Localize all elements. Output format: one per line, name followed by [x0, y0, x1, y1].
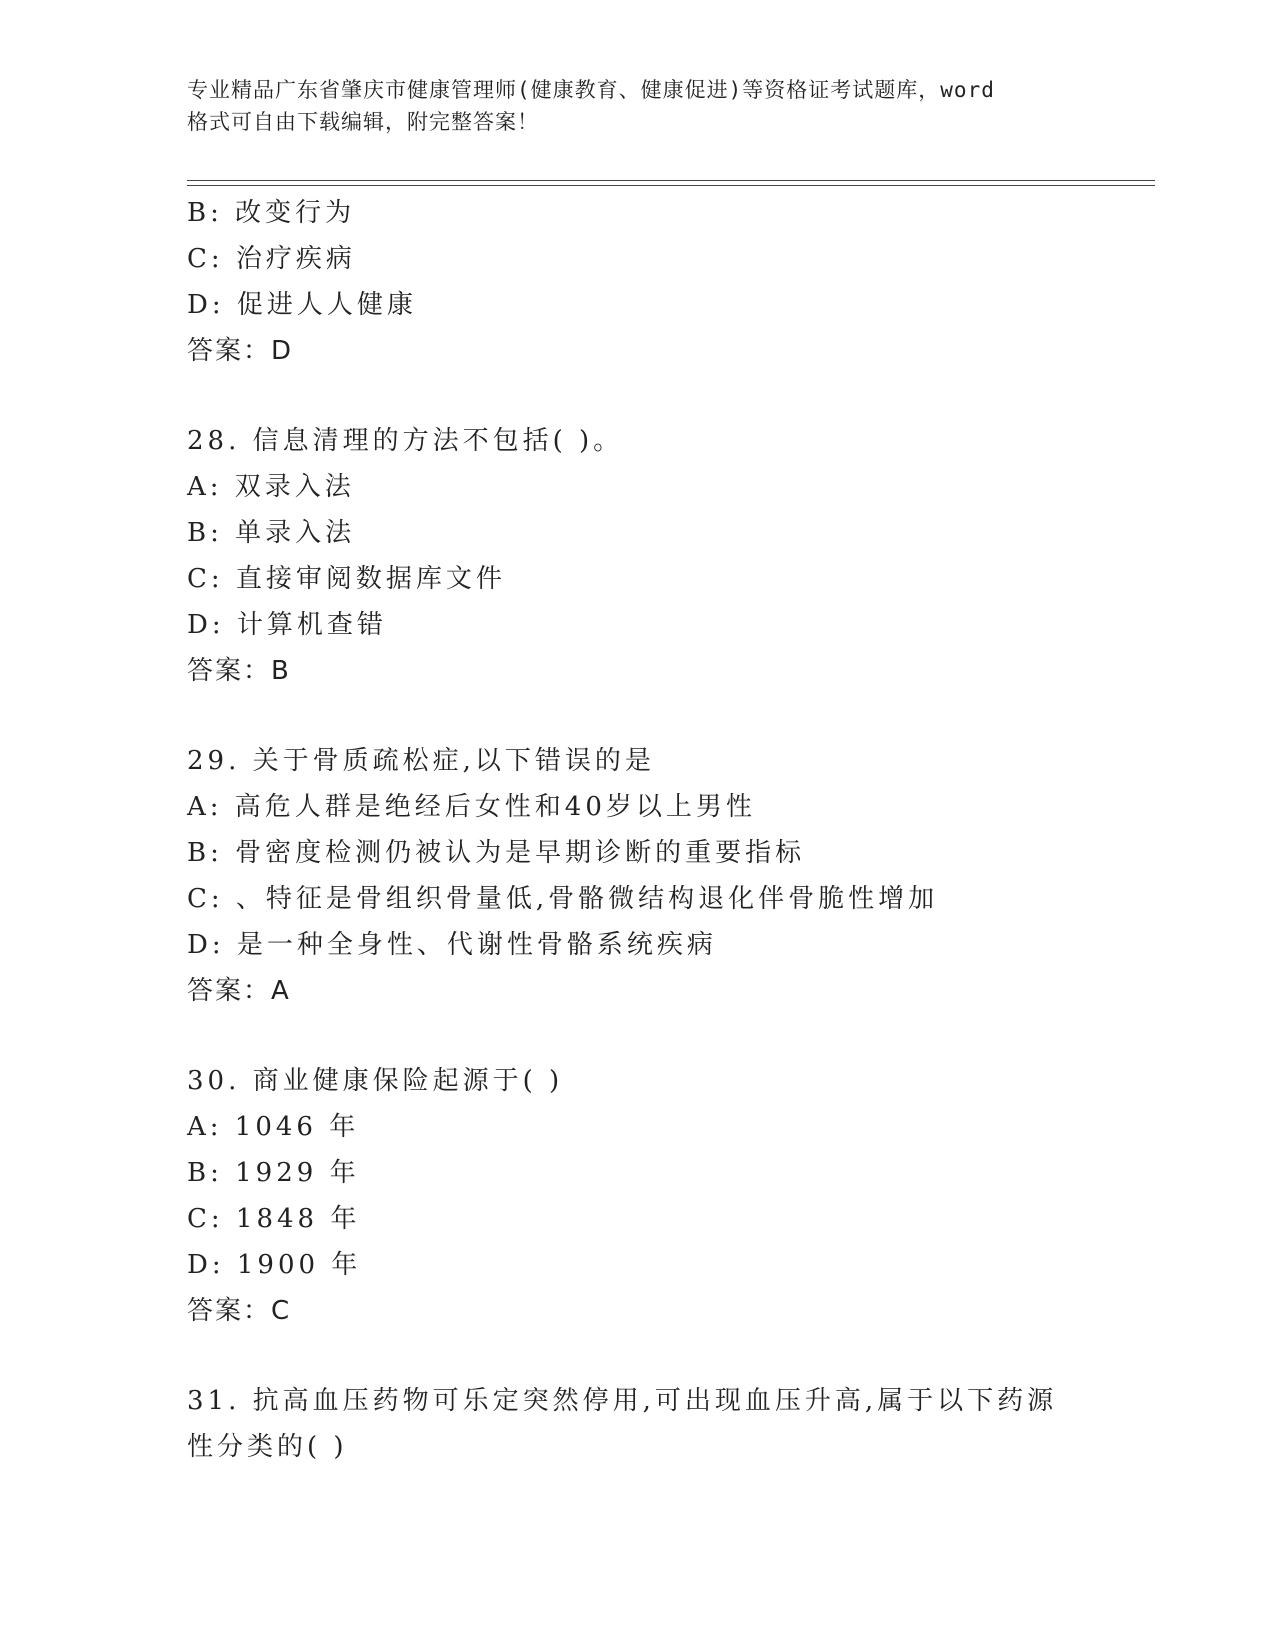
option-a: A: 双录入法	[187, 472, 355, 502]
question-30	[187, 1058, 1087, 1334]
option-b: B: 改变行为	[187, 198, 356, 228]
option-c: C: 治疗疾病	[187, 244, 356, 274]
option-b: B: 1929 年	[187, 1158, 360, 1188]
option-b: B: 单录入法	[187, 518, 356, 548]
question-stem: 31. 抗高血压药物可乐定突然停用,可出现血压升高,属于以下药源性分类的( )	[187, 1386, 1058, 1462]
option-b: B: 骨密度检测仍被认为是早期诊断的重要指标	[187, 838, 806, 868]
header-line-2: 格式可自由下载编辑，附完整答案！	[187, 110, 539, 134]
option-a: A: 高危人群是绝经后女性和40岁以上男性	[187, 792, 756, 822]
question-27-tail	[187, 190, 1087, 374]
option-d: D: 促进人人健康	[187, 290, 417, 320]
question-stem: 28. 信息清理的方法不包括( )。	[187, 426, 624, 456]
question-stem: 29. 关于骨质疏松症,以下错误的是	[187, 746, 655, 776]
question-stem: 30. 商业健康保险起源于( )	[187, 1066, 564, 1096]
option-a: A: 1046 年	[187, 1112, 360, 1142]
header-line-1: 专业精品广东省肇庆市健康管理师(健康教育、健康促进)等资格证考试题库，word	[187, 78, 995, 102]
option-c: C: 直接审阅数据库文件	[187, 564, 506, 594]
question-31	[187, 1378, 1087, 1470]
answer-line: 答案：C	[187, 1296, 292, 1326]
header-divider	[187, 180, 1155, 186]
option-c: C: 1848 年	[187, 1204, 361, 1234]
option-d: D: 是一种全身性、代谢性骨骼系统疾病	[187, 930, 717, 960]
option-c: C: 、特征是骨组织骨量低,骨骼微结构退化伴骨脆性增加	[187, 884, 939, 914]
answer-line: 答案：A	[187, 976, 291, 1006]
answer-line: 答案：D	[187, 336, 294, 366]
document-header	[187, 74, 1087, 138]
question-list	[187, 190, 1087, 1470]
answer-line: 答案：B	[187, 656, 291, 686]
question-29	[187, 738, 1087, 1014]
option-d: D: 计算机查错	[187, 610, 387, 640]
option-d: D: 1900 年	[187, 1250, 362, 1280]
question-28	[187, 418, 1087, 694]
